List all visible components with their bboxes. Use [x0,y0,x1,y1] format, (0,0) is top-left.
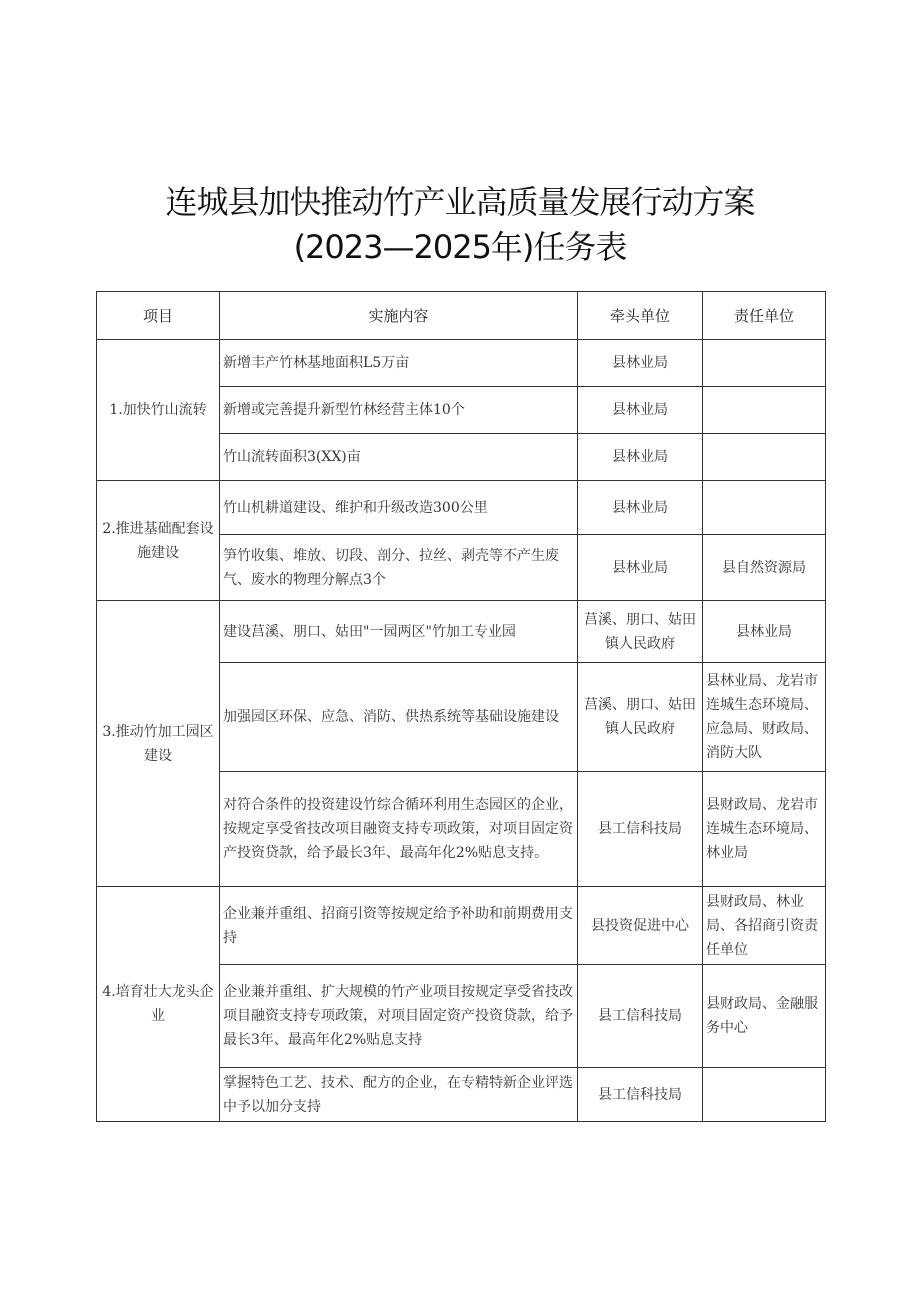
content-cell: 竹山机耕道建设、维护和升级改造300公里 [220,481,578,535]
document-title-line-2: (2023—2025年)任务表 [293,228,627,266]
header-project: 项目 [97,292,220,340]
content-cell: 企业兼并重组、招商引资等按规定给予补助和前期费用支持 [220,887,578,965]
responsible-unit-cell: 县财政局、金融服务中心 [703,965,826,1068]
responsible-unit-cell [703,434,826,481]
content-cell: 建设莒溪、朋口、姑田"一园两区"竹加工专业园 [220,601,578,663]
responsible-unit-cell: 县自然资源局 [703,535,826,601]
lead-unit-cell: 县工信科技局 [578,772,703,887]
project-cell: 3.推动竹加工园区建设 [97,601,220,887]
content-cell: 笋竹收集、堆放、切段、剖分、拉丝、剥壳等不产生废气、废水的物理分解点3个 [220,535,578,601]
lead-unit-cell: 县投资促进中心 [578,887,703,965]
responsible-unit-cell: 县财政局、龙岩市连城生态环境局、林业局 [703,772,826,887]
lead-unit-cell: 莒溪、朋口、姑田镇人民政府 [578,601,703,663]
content-cell: 加强园区环保、应急、消防、供热系统等基础设施建设 [220,663,578,772]
content-cell: 企业兼并重组、扩大规模的竹产业项目按规定享受省技改项目融资支持专项政策，对项目固定资产投资贷款，给予最长3年、最高年化2%贴息支持 [220,965,578,1068]
table-row [97,340,826,387]
lead-unit-cell: 县林业局 [578,535,703,601]
table-row [97,481,826,535]
lead-unit-cell: 莒溪、朋口、姑田镇人民政府 [578,663,703,772]
table-header-row [97,292,826,340]
task-table [96,291,826,1122]
header-responsible-unit: 责任单位 [703,292,826,340]
responsible-unit-cell [703,340,826,387]
responsible-unit-cell: 县林业局、龙岩市连城生态环境局、应急局、财政局、消防大队 [703,663,826,772]
project-cell: 2.推进基础配套设施建设 [97,481,220,601]
responsible-unit-cell [703,387,826,434]
content-cell: 新增或完善提升新型竹林经营主体10个 [220,387,578,434]
responsible-unit-cell: 县林业局 [703,601,826,663]
lead-unit-cell: 县林业局 [578,434,703,481]
responsible-unit-cell: 县财政局、林业局、各招商引资责任单位 [703,887,826,965]
lead-unit-cell: 县工信科技局 [578,1068,703,1122]
document-title-line-1: 连城县加快推动竹产业高质量发展行动方案 [165,183,755,221]
lead-unit-cell: 县林业局 [578,387,703,434]
project-cell: 4.培育壮大龙头企业 [97,887,220,1122]
content-cell: 对符合条件的投资建设竹综合循环利用生态园区的企业，按规定享受省技改项目融资支持专项政策，对项目固定资产投资贷款，给予最长3年、最高年化2%贴息支持。 [220,772,578,887]
content-cell: 新增丰产竹林基地面积L5万亩 [220,340,578,387]
header-lead-unit: 牵头单位 [578,292,703,340]
table-row [97,887,826,965]
lead-unit-cell: 县工信科技局 [578,965,703,1068]
header-content: 实施内容 [220,292,578,340]
table-row [97,601,826,663]
content-cell: 竹山流转面积3(XX)亩 [220,434,578,481]
lead-unit-cell: 县林业局 [578,481,703,535]
project-cell: 1.加快竹山流转 [97,340,220,481]
lead-unit-cell: 县林业局 [578,340,703,387]
content-cell: 掌握特色工艺、技术、配方的企业，在专精特新企业评选中予以加分支持 [220,1068,578,1122]
responsible-unit-cell [703,481,826,535]
responsible-unit-cell [703,1068,826,1122]
